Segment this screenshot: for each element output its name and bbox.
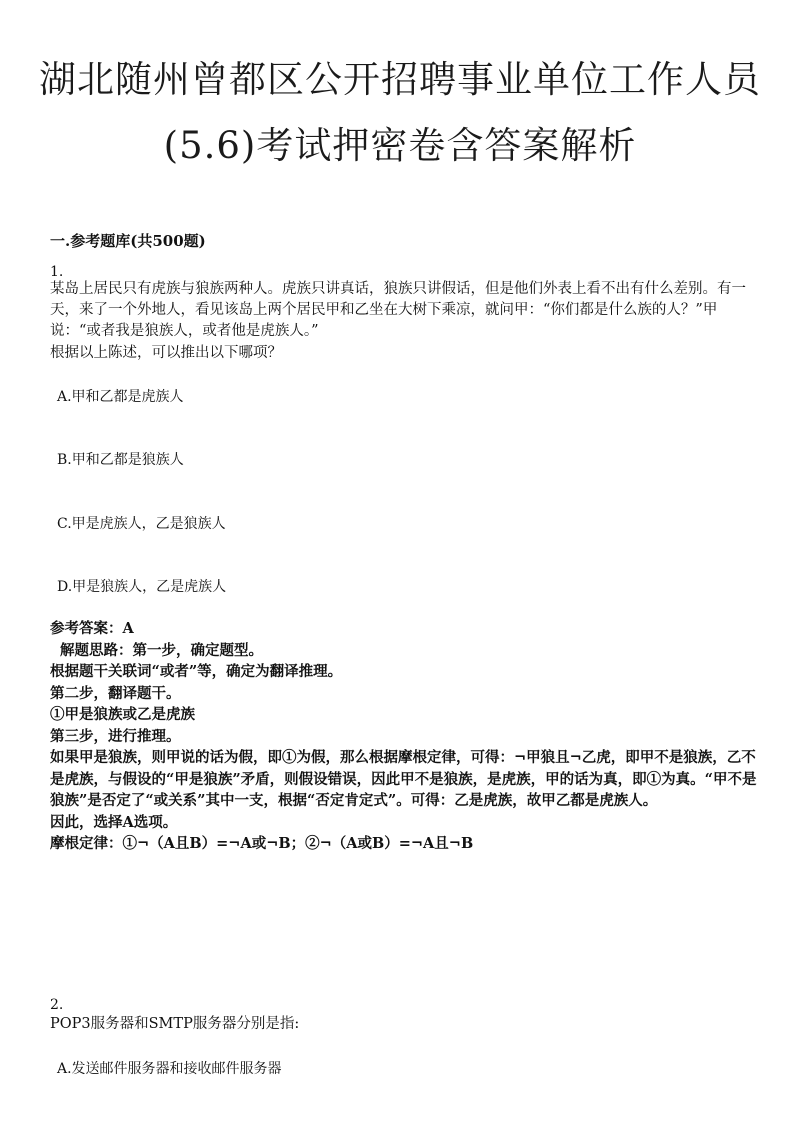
q1-answer: 参考答案：A <box>50 620 134 637</box>
q2-number: 2. <box>50 997 64 1013</box>
q1-option-a: A.甲和乙都是虎族人 <box>57 389 184 405</box>
q2-stem: POP3服务器和SMTP服务器分别是指: <box>50 1016 300 1032</box>
q1-number: 1. <box>50 264 64 280</box>
q1-option-d: D.甲是狼族人，乙是虎族人 <box>57 579 227 595</box>
q1-explanation-line: 因此，选择A选项。 <box>50 813 178 831</box>
q1-explanation-line: 解题思路：第一步，确定题型。 <box>60 641 263 659</box>
q1-explanation-line: ①甲是狼族或乙是虎族 <box>50 706 195 723</box>
q1-stem: 某岛上居民只有虎族与狼族两种人。虎族只讲真话，狼族只讲假话，但是他们外表上看不出有什么差别。有一天，来了一个外地人，看见该岛上两个居民甲和乙坐在大树下乘凉，就问甲：“你们都是什么族的人？”甲说：“或者我是狼族人，或者他是虎族人。” <box>50 281 746 339</box>
q1-explanation-line: 摩根定律：①¬（A且B）=¬A或¬B；②¬（A或B）=¬A且¬B <box>50 835 474 852</box>
q1-explanation-line: 第三步，进行推理。 <box>50 727 181 745</box>
q1-explanation-paragraph: 如果甲是狼族，则甲说的话为假，即①为假，那么根据摩根定律，可得：¬甲狼且¬乙虎，即甲不是狼族，乙不是虎族，与假设的“甲是狼族”矛盾，则假设错误，因此甲不是狼族，是虎族，甲的话为真，即①为真。“甲不是狼族”是否定了“或关系”其中一支，根据“否定肯定式”。可得：乙是虎族，故甲乙都是虎族人。 <box>50 749 757 809</box>
document-title-line-2: (5.6)考试押密卷含答案解析 <box>163 124 637 167</box>
q1-explanation-line: 第二步，翻译题干。 <box>50 684 181 702</box>
q1-option-b: B.甲和乙都是狼族人 <box>57 452 184 468</box>
q1-answer-block <box>50 618 760 855</box>
document-title-line-1: 湖北随州曾都区公开招聘事业单位工作人员 <box>39 58 761 101</box>
q2-option-a: A.发送邮件服务器和接收邮件服务器 <box>57 1061 282 1077</box>
q1-option-c: C.甲是虎族人，乙是狼族人 <box>57 516 226 532</box>
q1-question: 根据以上陈述，可以推出以下哪项？ <box>50 345 282 361</box>
q1-explanation-line: 根据题干关联词“或者”等，确定为翻译推理。 <box>50 663 343 680</box>
section-heading: 一.参考题库(共500题) <box>50 232 206 250</box>
